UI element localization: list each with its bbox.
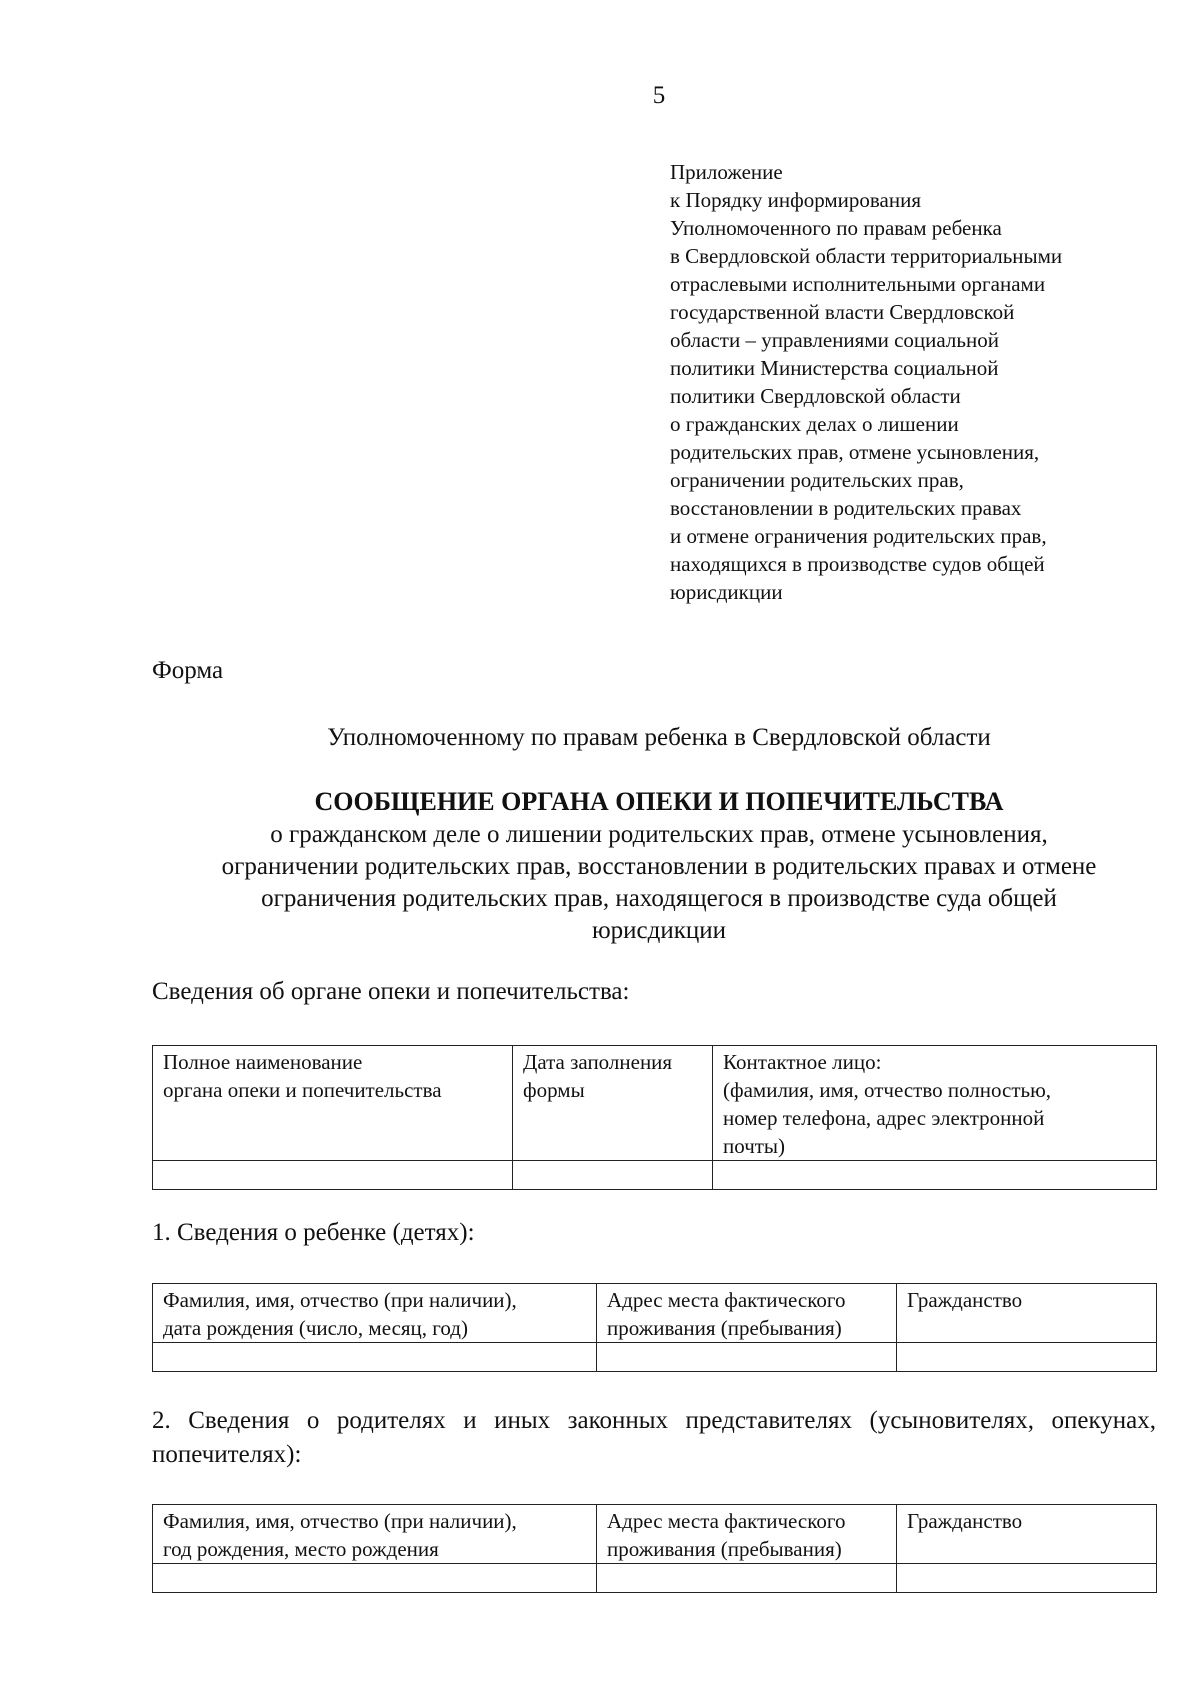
section-organ-heading: Сведения об органе опеки и попечительства: [152,978,630,1005]
input-cell[interactable] [153,1161,513,1190]
header-cell-full-name-birthdate: Фамилия, имя, отчество (при наличии), дата рождения (число, месяц, год) [153,1284,597,1343]
section-children-heading: 1. Сведения о ребенке (детях): [152,1219,475,1246]
header-cell-full-name-birthplace: Фамилия, имя, отчество (при наличии), год рождения, место рождения [153,1505,597,1564]
appendix-line: юрисдикции [670,580,783,604]
subtitle-line: о гражданском деле о лишении родительских прав, отмене усыновления, [270,821,1048,848]
appendix-line: области – управлениями социальной [670,328,999,352]
appendix-line: находящихся в производстве судов общей [670,552,1045,576]
appendix-line: политики Свердловской области [670,384,961,408]
header-cell-address: Адрес места фактического проживания (пребывания) [597,1505,897,1564]
appendix-line: и отмене ограничения родительских прав, [670,524,1047,548]
parents-table [152,1504,1157,1593]
document-title: СООБЩЕНИЕ ОРГАНА ОПЕКИ И ПОПЕЧИТЕЛЬСТВА [314,787,1004,816]
appendix-line: отраслевыми исполнительными органами [670,272,1046,296]
appendix-line: к Порядку информирования [670,188,922,212]
appendix-line: государственной власти Свердловской [670,300,1015,324]
header-cell-contact-person: Контактное лицо: (фамилия, имя, отчество полностью, номер телефона, адрес электронной почты) [713,1046,1157,1161]
subtitle-line: ограничения родительских прав, находящегося в производстве суда общей [261,885,1057,912]
appendix-line: Приложение [670,160,783,184]
form-label: Форма [152,657,224,684]
subtitle-line: юрисдикции [591,917,727,944]
table-header-row [153,1046,1157,1161]
table-header-row [153,1505,1157,1564]
header-cell-full-name: Полное наименование органа опеки и попечительства [153,1046,513,1161]
appendix-line: о гражданских делах о лишении [670,412,959,436]
input-cell[interactable] [153,1564,597,1593]
appendix-line: Уполномоченного по правам ребенка [670,216,1002,240]
input-cell[interactable] [153,1343,597,1372]
document-title-block [0,785,1200,947]
addressee: Уполномоченному по правам ребенка в Свердловской области [327,724,991,751]
children-table [152,1283,1157,1372]
header-cell-citizenship: Гражданство [897,1284,1157,1343]
header-cell-citizenship: Гражданство [897,1505,1157,1564]
input-cell[interactable] [713,1161,1157,1190]
header-cell-address: Адрес места фактического проживания (пребывания) [597,1284,897,1343]
table-row-empty [153,1564,1157,1593]
input-cell[interactable] [897,1343,1157,1372]
input-cell[interactable] [897,1564,1157,1593]
appendix-line: политики Министерства социальной [670,356,999,380]
appendix-line: в Свердловской области территориальными [670,244,1063,268]
input-cell[interactable] [597,1343,897,1372]
organ-table [152,1045,1157,1190]
appendix-line: ограничении родительских прав, [670,468,964,492]
section-parents-heading: 2. Сведения о родителях и иных законных представителях (усыновителях, опекунах, попечителях): [152,1407,1156,1468]
subtitle-line: ограничении родительских прав, восстановлении в родительских правах и отмене [221,853,1097,880]
appendix-line: восстановлении в родительских правах [670,496,1022,520]
input-cell[interactable] [597,1564,897,1593]
table-row-empty [153,1343,1157,1372]
header-cell-fill-date: Дата заполнения формы [513,1046,713,1161]
input-cell[interactable] [513,1161,713,1190]
appendix-line: родительских прав, отмене усыновления, [670,440,1040,464]
table-row-empty [153,1161,1157,1190]
table-header-row [153,1284,1157,1343]
page-number: 5 [652,82,666,109]
appendix-note [670,158,1140,606]
